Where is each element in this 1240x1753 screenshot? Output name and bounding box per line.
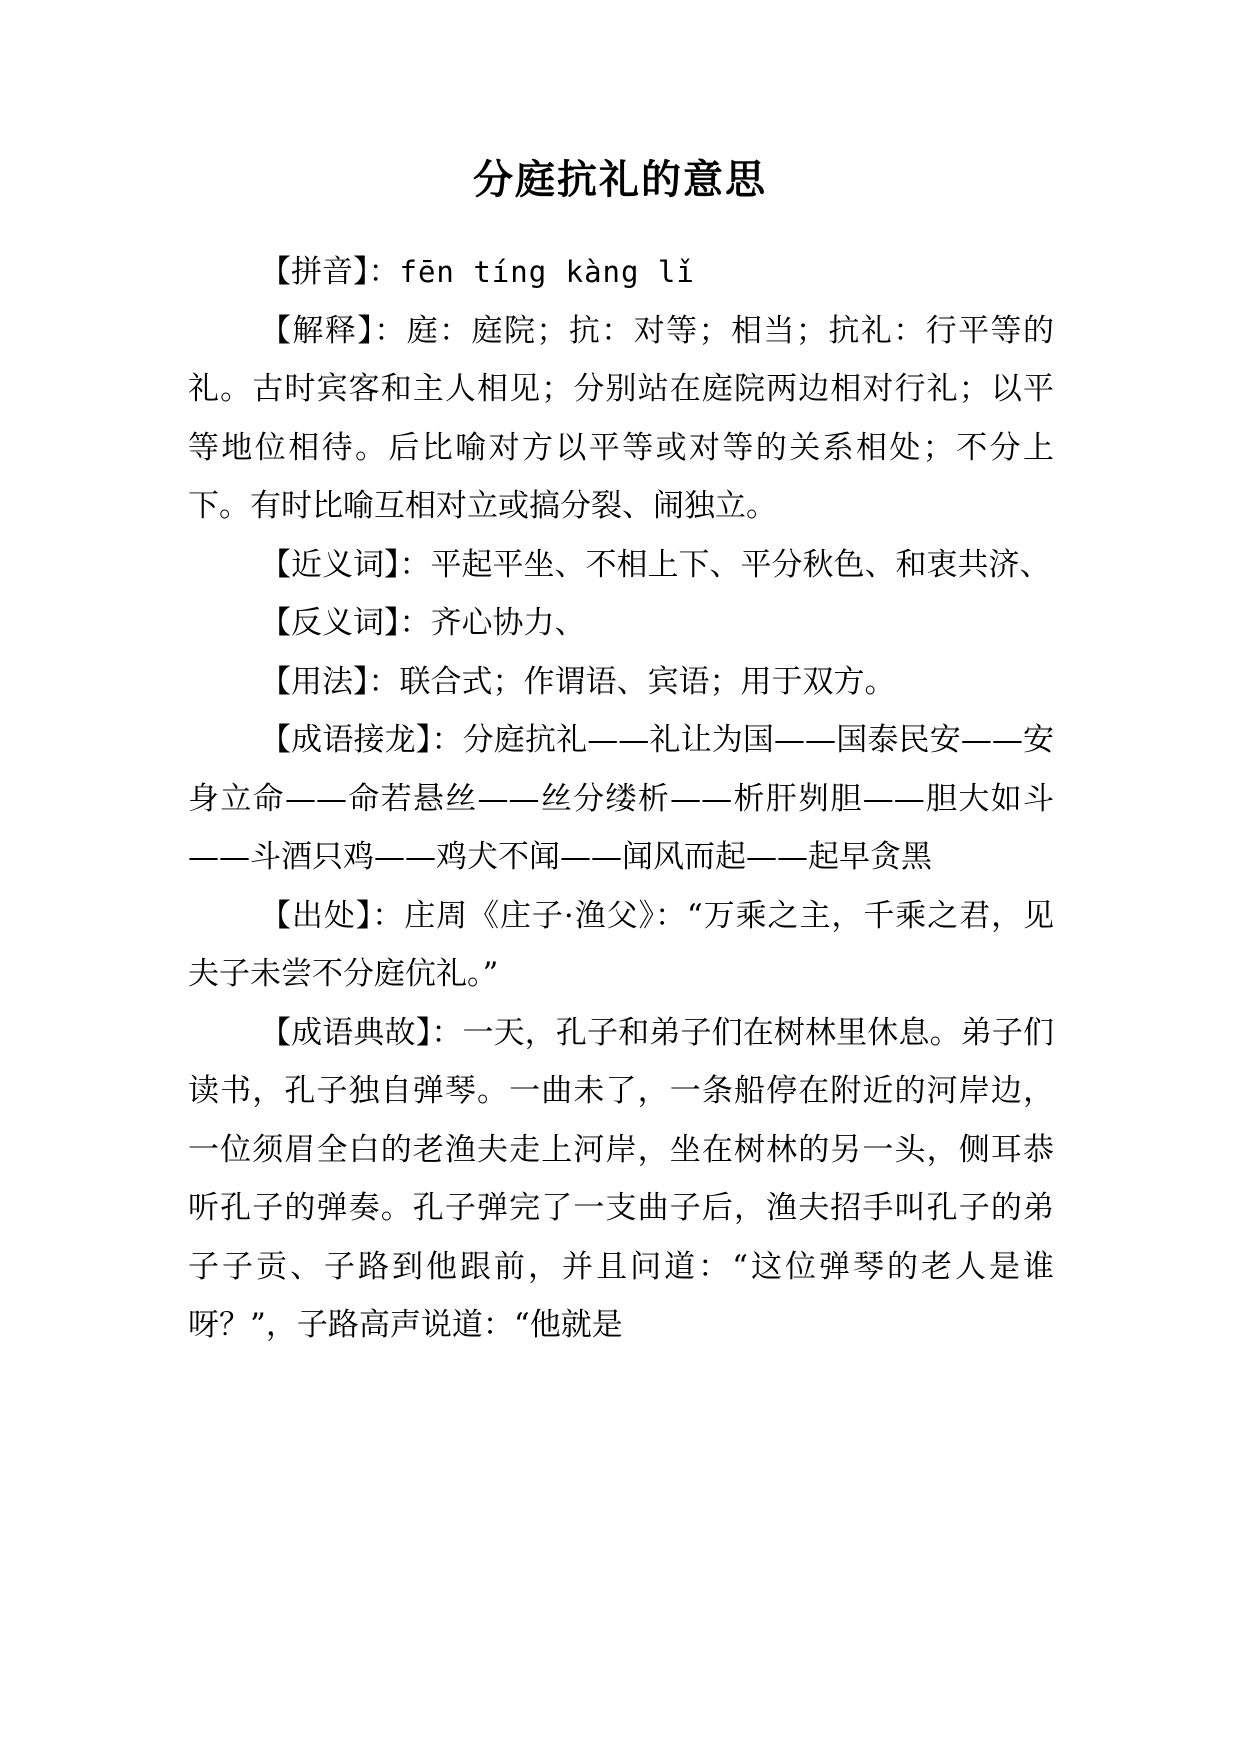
section-label: 【成语典故】： [260,1014,463,1051]
section-text: 一天，孔子和弟子们在树林里休息。弟子们读书，孔子独自弹琴。一曲未了，一条船停在附近的河岸边，一位须眉全白的老渔夫走上河岸，坐在树林的另一头，侧耳恭听孔子的弹奏。孔子弹完了一支曲子后，渔夫招手叫孔子的弟子子贡、子路到他跟前，并且问道：“这位弹琴的老人是谁呀？”，子路高声说道：“他就是 [188,1014,1055,1343]
section-source [188,887,1054,1004]
section-story [188,1004,1054,1355]
section-text: 平起平坐、不相上下、平分秋色、和衷共济、 [430,546,1051,583]
section-usage [188,653,1054,712]
section-label: 【用法】： [260,663,400,700]
section-antonyms [188,594,1054,653]
document-title: 分庭抗礼的意思 [473,157,767,203]
section-text: 庭：庭院；抗：对等；相当；抗礼：行平等的礼。古时宾客和主人相见；分别站在庭院两边相对行礼；以平等地位相待。后比喻对方以平等或对等的关系相处；不分上下。有时比喻互相对立或搞分裂、闹独立。 [188,312,1054,524]
section-label: 【近义词】： [260,546,431,583]
section-text: 齐心协力、 [430,605,586,641]
section-text: 庄周《庄子·渔父》：“万乘之主，千乘之君，见夫子未尝不分庭伉礼。” [188,897,1055,992]
section-label: 【出处】： [260,897,405,934]
section-idiom-chain [188,711,1054,887]
section-pinyin [188,243,1054,302]
document-body [188,243,1054,1355]
section-label: 【解释】： [260,312,407,349]
section-explanation [188,302,1054,536]
section-text: 联合式；作谓语、宾语；用于双方。 [399,663,896,700]
section-label: 【成语接龙】： [260,722,463,758]
section-label: 【反义词】： [260,605,431,641]
section-label: 【拼音】： [260,254,400,290]
section-text: fēn tíng kàng lǐ [399,255,695,289]
section-synonyms [188,536,1054,595]
section-text: 分庭抗礼——礼让为国——国泰民安——安身立命——命若悬丝——丝分缕析——析肝刿胆——胆大如斗——斗酒只鸡——鸡犬不闻——闻风而起——起早贪黑 [188,722,1055,875]
